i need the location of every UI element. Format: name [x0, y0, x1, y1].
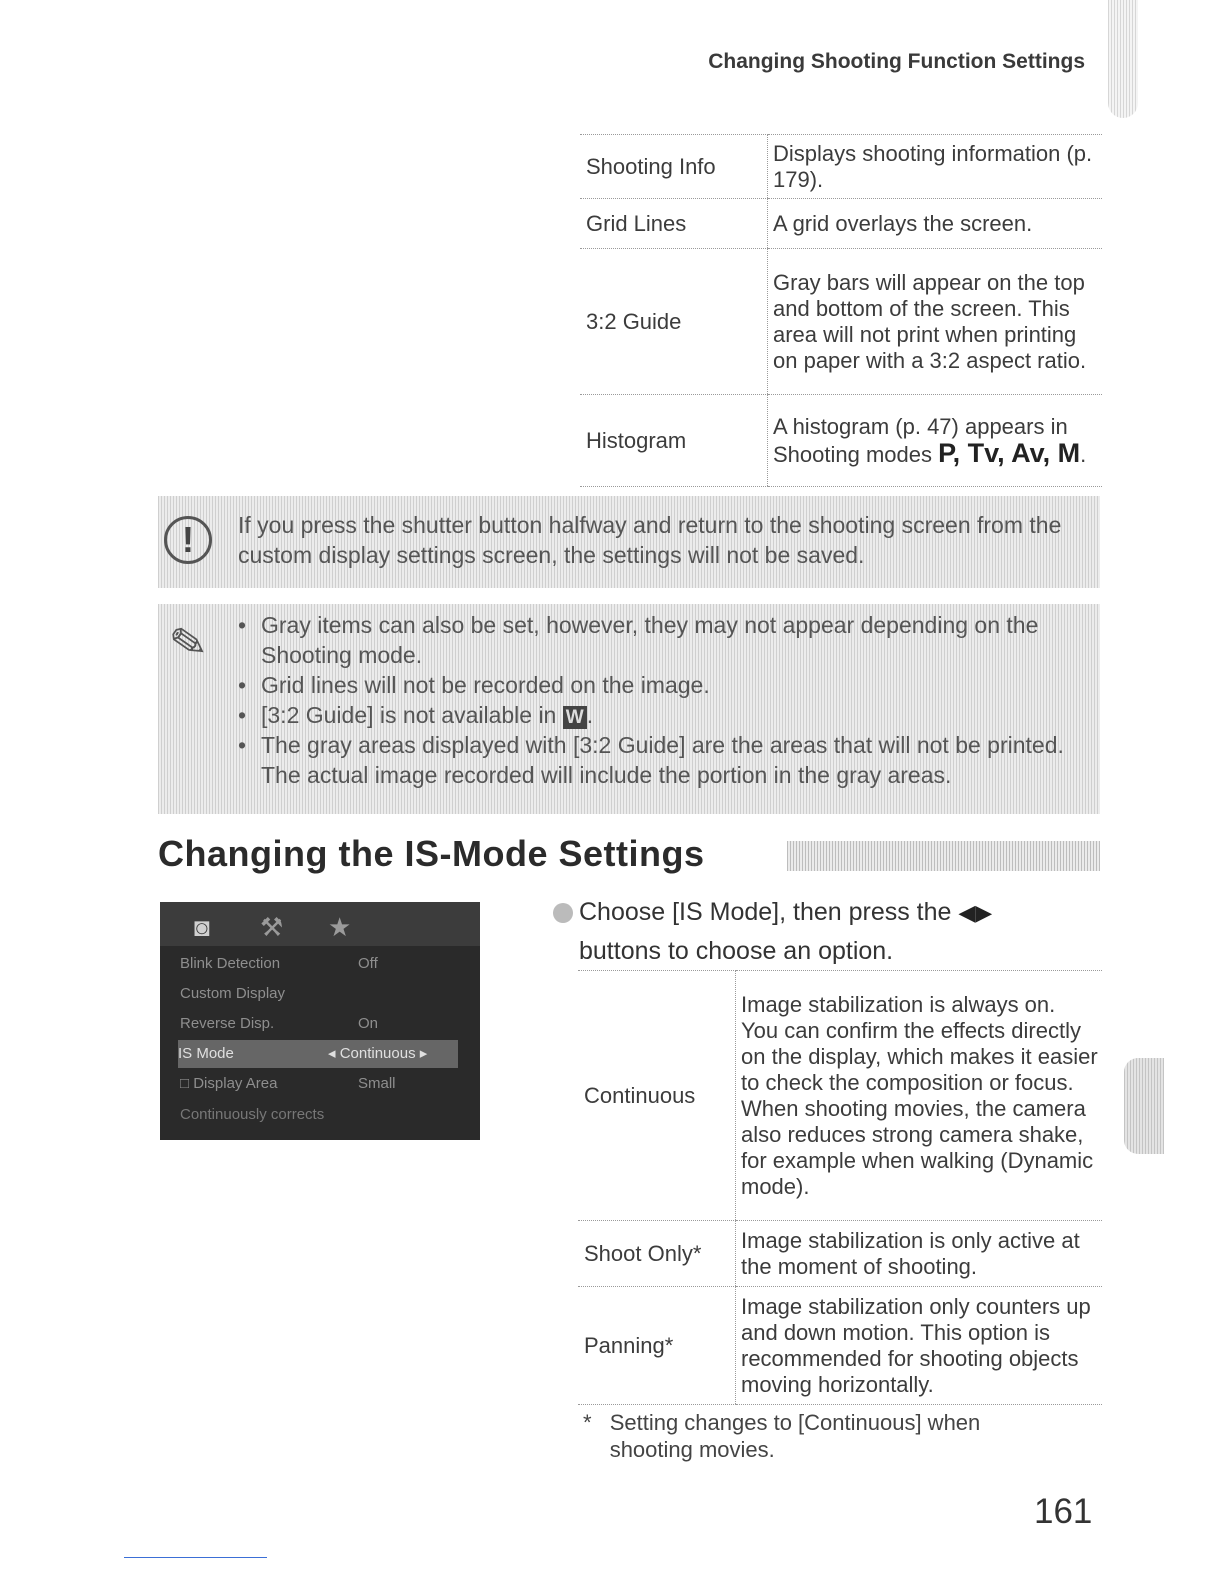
row-description: Gray bars will appear on the top and bottom of the screen. This area will not print when printing on paper with a 3:2 aspect ratio. — [768, 249, 1103, 395]
menu-value: On — [358, 1015, 379, 1032]
histogram-desc-text: A histogram (p. 47) appears in Shooting modes — [773, 413, 1068, 467]
shooting-modes: P, Tv, Av, M — [938, 437, 1081, 468]
note-box — [158, 604, 1100, 814]
note-text: [3:2 Guide] is not available in — [261, 702, 557, 728]
wrench-icon: ⚒ — [260, 912, 284, 942]
note-text-end: . — [586, 702, 594, 728]
menu-label: Reverse Disp. — [180, 1015, 275, 1032]
table-row — [578, 971, 1102, 1221]
section-title-bar — [787, 841, 1100, 871]
left-right-arrows-icon: ◀▶ — [958, 900, 993, 925]
row-label: Grid Lines — [580, 199, 768, 249]
menu-value: Off — [358, 955, 378, 972]
table-row — [578, 1221, 1102, 1287]
page-number: 161 — [1034, 1492, 1093, 1531]
row-label: Panning* — [578, 1287, 736, 1405]
bullet-icon: • — [238, 612, 247, 638]
camera-menu-row — [180, 980, 456, 1008]
step-instruction — [553, 893, 992, 971]
histogram-desc-end: . — [1080, 441, 1087, 467]
bullet-icon: • — [238, 732, 247, 758]
menu-value: Small — [358, 1075, 396, 1092]
row-label: Shooting Info — [580, 135, 768, 199]
row-description — [768, 395, 1103, 487]
bullet-icon: • — [238, 702, 247, 728]
row-description: Displays shooting information (p. 179). — [768, 135, 1103, 199]
table-row — [578, 1287, 1102, 1405]
camera-menu-row — [180, 1010, 456, 1038]
footnote — [583, 1409, 1040, 1463]
caution-text: If you press the shutter button halfway and return to the shooting screen from the custom display settings screen, the settings will not be saved. — [238, 512, 1062, 568]
footnote-mark: * — [583, 1410, 592, 1435]
menu-label: IS Mode — [178, 1045, 234, 1062]
menu-value: ◂ Continuous ▸ — [328, 1045, 428, 1062]
note-text: Gray items can also be set, however, they may not appear depending on the Shooting mode. — [261, 612, 1039, 668]
camera-tab-bar — [160, 902, 480, 946]
list-item — [238, 670, 1098, 700]
menu-label: □ Display Area — [180, 1075, 278, 1092]
table-row — [580, 249, 1102, 395]
camera-menu-row — [180, 950, 456, 978]
row-label: 3:2 Guide — [580, 249, 768, 395]
note-list — [238, 610, 1098, 790]
camera-menu-screenshot — [160, 902, 480, 1140]
list-item — [238, 610, 1098, 670]
camera-icon: ◙ — [194, 912, 210, 942]
camera-menu-row — [180, 1070, 456, 1098]
running-header: Changing Shooting Function Settings — [708, 50, 1085, 73]
menu-label: Blink Detection — [180, 955, 281, 972]
menu-label: Custom Display — [180, 985, 286, 1002]
section-title: Changing the IS-Mode Settings — [158, 833, 705, 874]
row-label: Shoot Only* — [578, 1221, 736, 1287]
camera-menu-row-selected — [178, 1040, 458, 1068]
row-description: Image stabilization only counters up and down motion. This option is recommended for shooting objects moving horizontally. — [736, 1287, 1103, 1405]
is-mode-table — [578, 970, 1102, 1405]
wide-mode-icon: W — [563, 706, 587, 729]
note-text: Grid lines will not be recorded on the image. — [261, 672, 710, 698]
scan-artifact-line — [124, 1557, 267, 1558]
footnote-text: Setting changes to [Continuous] when shooting movies. — [609, 1410, 981, 1462]
row-label: Continuous — [578, 971, 736, 1221]
star-icon: ★ — [328, 912, 352, 942]
row-description: A grid overlays the screen. — [768, 199, 1103, 249]
camera-help-text: Continuously corrects — [180, 1106, 325, 1123]
note-text: The gray areas displayed with [3:2 Guide] are the areas that will not be printed. The actual image recorded will include the portion in the gray areas. — [261, 732, 1064, 788]
chapter-tab-decoration — [1108, 0, 1138, 118]
table-row — [580, 199, 1102, 249]
row-description: Image stabilization is always on. You can confirm the effects directly on the display, which makes it easier to check the composition or focus. When shooting movies, the camera also reduces strong camera shake, for example when walking (Dynamic mode). — [736, 971, 1103, 1221]
row-label: Histogram — [580, 395, 768, 487]
table-row — [580, 395, 1102, 487]
list-item — [238, 730, 1098, 790]
table-row — [580, 135, 1102, 199]
step-line1: Choose [IS Mode], then press the — [579, 898, 952, 926]
caution-icon: ! — [164, 516, 212, 564]
caution-box — [158, 496, 1100, 588]
display-settings-table — [580, 134, 1102, 487]
side-thumb-tab — [1124, 1058, 1164, 1154]
bullet-icon: • — [238, 672, 247, 698]
list-item — [238, 700, 1098, 730]
step-line2: buttons to choose an option. — [579, 937, 894, 965]
step-bullet-icon — [553, 903, 573, 923]
pencil-icon: ✎ — [166, 616, 211, 671]
row-description: Image stabilization is only active at the moment of shooting. — [736, 1221, 1103, 1287]
